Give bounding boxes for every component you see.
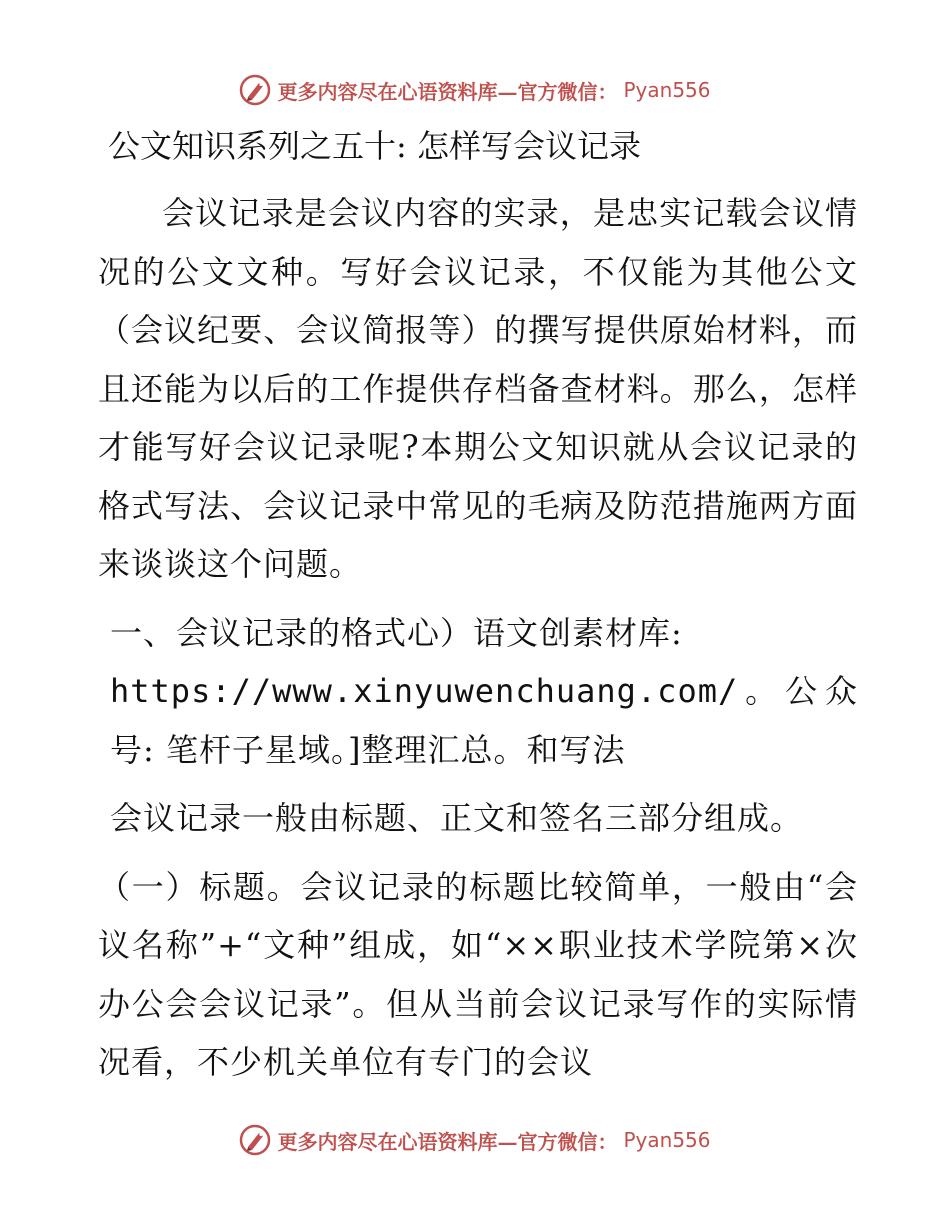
banner-text: 更多内容尽在心语资料库—官方微信： <box>277 79 618 104</box>
document-title: 公文知识系列之五十: 怎样写会议记录 <box>108 127 641 165</box>
section-1-heading <box>98 604 858 780</box>
banner-text: 更多内容尽在心语资料库—官方微信： <box>277 1129 618 1154</box>
section-1-suffix: 。公众号: 笔杆子星域。]整理汇总。和写法 <box>110 672 858 769</box>
intro-paragraph: 会议记录是会议内容的实录，是忠实记载会议情况的公文文种。写好会议记录，不仅能为其他公文（会议纪要、会议简报等）的撰写提供原始材料，而且还能为以后的工作提供存档备查材料。那么，怎样才能写好会议记录呢?本期公文知识就从会议记录的格式写法、会议记录中常见的毛病及防范措施两方面来谈谈这个问题。 <box>98 194 858 583</box>
banner-wechat-id: Pyan556 <box>623 1128 711 1152</box>
pen-logo-icon <box>239 74 271 106</box>
composition-paragraph: 会议记录一般由标题、正文和签名三部分组成。 <box>110 799 804 837</box>
pen-logo-icon <box>239 1124 271 1156</box>
banner-wechat-id: Pyan556 <box>623 78 711 102</box>
header-banner <box>0 70 950 110</box>
source-url: https://www.xinyuwenchuang.com/ <box>110 672 739 710</box>
footer-banner <box>0 1120 950 1160</box>
title-section-paragraph: （一）标题。会议记录的标题比较简单，一般由“会议名称”+“文种”组成，如“××职业技术学院第×次办公会会议记录”。但从当前会议记录写作的实际情况看，不少机关单位有专门的会议 <box>98 867 858 1081</box>
section-1-prefix: 一、会议记录的格式心）语文创素材库: <box>110 613 683 652</box>
document-body <box>98 122 858 1102</box>
